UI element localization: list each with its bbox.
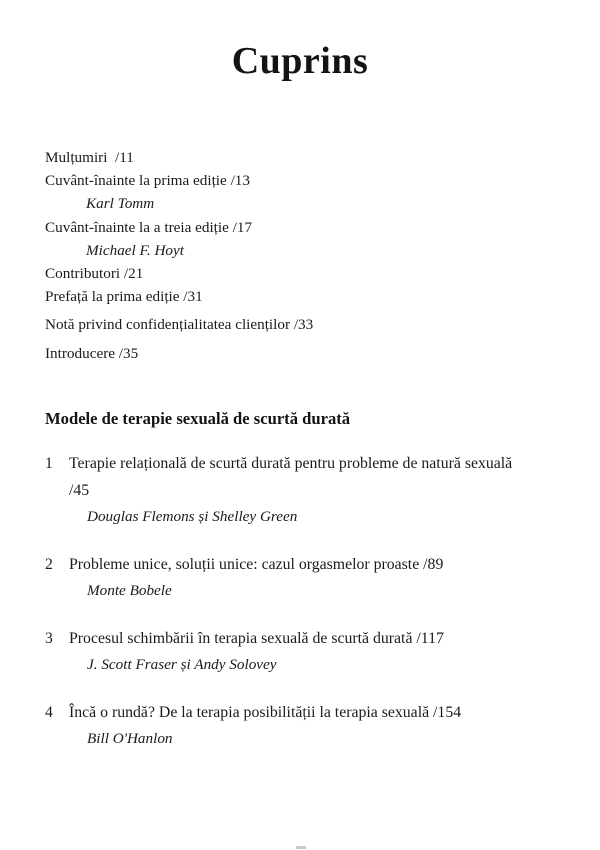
chapter-list <box>45 450 565 773</box>
chapter-author: Monte Bobele <box>87 582 172 599</box>
front-matter-entry[interactable]: Mulțumiri /11 <box>45 149 134 166</box>
chapter-author: J. Scott Fraser și Andy Solovey <box>87 656 277 673</box>
front-matter-author: Karl Tomm <box>86 195 155 213</box>
chapter-entry[interactable] <box>45 625 565 677</box>
chapter-number: 2 <box>45 556 53 573</box>
front-matter-entry[interactable]: Notă privind confidențialitatea clienților /33 <box>45 316 314 334</box>
front-matter-author: Michael F. Hoyt <box>86 241 184 259</box>
front-matter-entry[interactable]: Cuvânt-înainte la prima ediție /13 <box>45 172 250 190</box>
chapter-title[interactable]: Terapie relațională de scurtă durată pentru probleme de natură sexuală /45 <box>69 455 513 499</box>
front-matter-list <box>45 146 555 365</box>
chapter-title[interactable]: Încă o rundă? De la terapia posibilității la terapia sexuală /154 <box>69 704 462 721</box>
front-matter-entry[interactable]: Cuvânt-înainte la a treia ediție /17 <box>45 218 253 236</box>
chapter-title[interactable]: Procesul schimbării în terapia sexuală de scurtă durată /117 <box>69 630 444 647</box>
chapter-entry[interactable] <box>45 551 565 603</box>
page-title: Cuprins <box>231 40 369 83</box>
chapter-number: 4 <box>45 704 53 721</box>
front-matter-entry[interactable]: Introducere /35 <box>45 344 139 362</box>
chapter-author: Douglas Flemons și Shelley Green <box>87 508 298 525</box>
chapter-entry[interactable] <box>45 699 565 751</box>
chapter-title[interactable]: Probleme unice, soluții unice: cazul orgasmelor proaste /89 <box>69 556 444 573</box>
front-matter-entry[interactable]: Contributori /21 <box>45 265 144 283</box>
clipped-page-artifact <box>296 846 306 849</box>
chapter-number: 3 <box>45 630 53 647</box>
chapter-entry[interactable] <box>45 450 565 529</box>
section-heading: Modele de terapie sexuală de scurtă durată <box>45 408 351 428</box>
chapter-author: Bill O'Hanlon <box>87 730 173 747</box>
front-matter-entry[interactable]: Prefață la prima ediție /31 <box>45 288 203 306</box>
chapter-number: 1 <box>45 455 53 472</box>
